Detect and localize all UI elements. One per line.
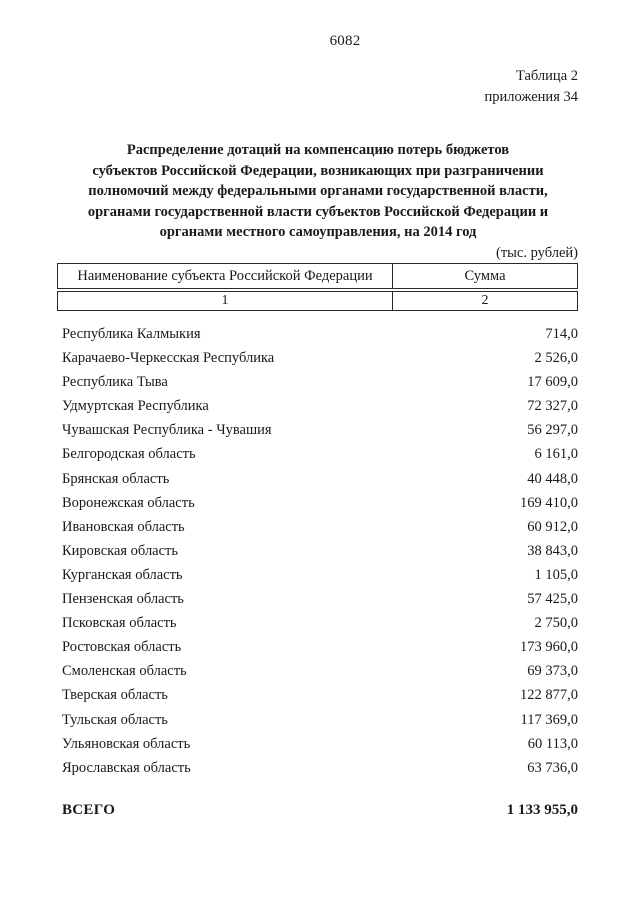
table-row: [62, 687, 578, 711]
row-amount: 122 877,0: [520, 687, 578, 704]
table-row: [62, 639, 578, 663]
table-row: [62, 591, 578, 615]
table-body: [62, 326, 578, 784]
column-header-sum: Сумма: [464, 267, 506, 284]
row-subject-name: Удмуртская Республика: [62, 398, 209, 415]
table-header-row: [57, 263, 578, 289]
table-row: [62, 350, 578, 374]
table-row: [62, 615, 578, 639]
row-amount: 69 373,0: [527, 663, 578, 680]
table-row: [62, 519, 578, 543]
row-subject-name: Кировская область: [62, 542, 179, 559]
units-note: (тыс. рублей): [496, 245, 578, 261]
row-subject-name: Пензенская область: [62, 591, 184, 608]
row-subject-name: Ульяновская область: [62, 735, 191, 752]
table-row: [62, 736, 578, 760]
document-title-line-2: субъектов Российской Федерации, возникающих при разграничении: [92, 162, 544, 179]
caption-appendix-label: приложения 34: [484, 89, 578, 105]
table-row: [62, 567, 578, 591]
row-amount: 173 960,0: [520, 639, 578, 656]
column-header-name: Наименование субъекта Российской Федерации: [58, 264, 393, 288]
row-subject-name: Брянская область: [62, 470, 170, 487]
row-amount: 117 369,0: [520, 711, 578, 728]
row-subject-name: Воронежская область: [62, 494, 195, 511]
row-subject-name: Тульская область: [62, 711, 168, 728]
table-total-row: [62, 802, 578, 819]
table-row: [62, 712, 578, 736]
row-amount: 17 609,0: [527, 374, 578, 391]
row-subject-name: Республика Калмыкия: [62, 326, 201, 342]
table-caption-block: [58, 66, 578, 108]
document-title-line-1: Распределение дотаций на компенсацию потерь бюджетов: [126, 142, 510, 158]
table-row: [62, 398, 578, 422]
table-row: [62, 446, 578, 470]
table-row: [62, 760, 578, 784]
row-subject-name: Белгородская область: [62, 446, 196, 463]
row-amount: 38 843,0: [527, 542, 578, 559]
row-subject-name: Курганская область: [62, 566, 183, 583]
row-subject-name: Ростовская область: [62, 639, 182, 656]
row-amount: 60 113,0: [527, 735, 578, 752]
table-column-number-row: [57, 291, 578, 311]
row-subject-name: Смоленская область: [62, 663, 187, 680]
table-row: [62, 374, 578, 398]
row-amount: 63 736,0: [527, 759, 578, 776]
row-subject-name: Ярославская область: [62, 759, 191, 776]
table-row: [62, 422, 578, 446]
total-value: 1 133 955,0: [506, 802, 578, 818]
row-subject-name: Псковская область: [62, 615, 177, 632]
row-amount: 60 912,0: [527, 518, 578, 535]
column-number-sum: 2: [481, 293, 489, 308]
row-amount: 1 105,0: [534, 566, 578, 583]
caption-table-label: Таблица 2: [515, 68, 578, 84]
row-amount: 2 750,0: [534, 615, 578, 632]
row-amount: 56 297,0: [527, 422, 578, 439]
document-title-line-4: органами государственной власти субъектов Российской Федерации и: [87, 203, 549, 220]
row-subject-name: Ивановская область: [62, 518, 185, 535]
row-amount: 40 448,0: [527, 470, 578, 487]
row-subject-name: Чувашская Республика - Чувашия: [62, 422, 272, 439]
total-label: ВСЕГО: [62, 802, 116, 818]
row-amount: 57 425,0: [527, 591, 578, 608]
row-amount: 169 410,0: [520, 494, 578, 511]
row-amount: 714,0: [545, 326, 578, 342]
column-number-name: 1: [58, 292, 393, 310]
page-number: [0, 33, 640, 50]
row-subject-name: Карачаево-Черкесская Республика: [62, 350, 275, 367]
row-amount: 2 526,0: [534, 350, 578, 367]
table-row: [62, 471, 578, 495]
table-row: [62, 663, 578, 687]
row-subject-name: Республика Тыва: [62, 374, 168, 391]
document-title-line-5: органами местного самоуправления, на 2014 год: [159, 224, 477, 241]
table-row: [62, 543, 578, 567]
page-number-value: 6082: [329, 33, 361, 49]
document-title: [58, 140, 578, 243]
row-subject-name: Тверская область: [62, 687, 168, 704]
document-title-line-3: полномочий между федеральными органами государственной власти,: [88, 183, 548, 200]
table-row: [62, 326, 578, 350]
table-row: [62, 495, 578, 519]
row-amount: 72 327,0: [527, 398, 578, 415]
row-amount: 6 161,0: [534, 446, 578, 463]
